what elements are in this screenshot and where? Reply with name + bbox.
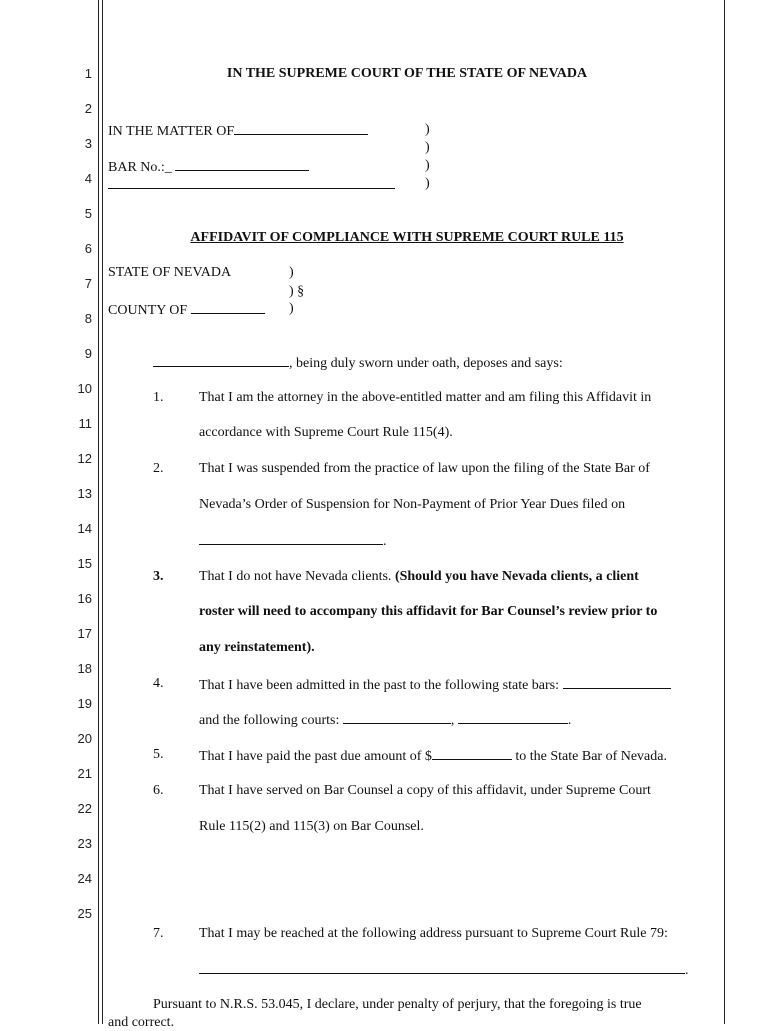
item-4-line-a [199,676,671,694]
suspension-date-field[interactable] [199,532,383,545]
item-5-line [199,747,667,765]
item-number: 4. [153,676,164,691]
item-number: 2. [153,461,164,476]
venue-paren: ) [289,301,294,316]
item-number: 1. [153,390,164,405]
line-number: 10 [77,381,92,396]
venue-county: COUNTY OF [108,303,188,318]
item-number: 7. [153,926,164,941]
county-field[interactable] [191,301,265,314]
line-number: 19 [77,696,92,711]
matter-line [108,122,368,140]
line-number: 13 [77,486,92,501]
item-5-text-a: That I have paid the past due amount of $ [199,749,432,764]
line-number: 1 [84,66,92,81]
item-3-line-b: roster will need to accompany this affidavit for Bar Counsel’s review prior to [199,604,658,619]
line-number: 21 [77,766,92,781]
item-6-line-b: Rule 115(2) and 115(3) on Bar Counsel. [199,819,424,834]
intro-text: , being duly sworn under oath, deposes and says: [289,356,563,371]
line-number: 2 [84,101,92,116]
address-field[interactable] [199,961,685,974]
item-number: 5. [153,747,164,762]
item-3-text: That I do not have Nevada clients. [199,569,392,584]
line-number: 23 [77,836,92,851]
line-number: 14 [77,521,92,536]
item-2-period: . [383,534,387,549]
item-1-line-a: That I am the attorney in the above-entitled matter and am filing this Affidavit in [199,390,652,405]
line-number: 3 [84,136,92,151]
left-margin-rule [98,0,99,1024]
caption-paren: ) [425,158,430,173]
caption-signature-line[interactable] [108,176,395,194]
amount-field[interactable] [432,747,512,760]
item-2-line-a: That I was suspended from the practice of law upon the filing of the State Bar of [199,461,650,476]
courts-field-1[interactable] [343,711,451,724]
line-number: 12 [77,451,92,466]
line-number: 7 [84,276,92,291]
item-7-line-b [199,961,689,979]
item-7-period: . [685,963,689,978]
item-7-line-a: That I may be reached at the following address pursuant to Supreme Court Rule 79: [199,926,668,941]
venue-state: STATE OF NEVADA [108,265,232,280]
line-number: 6 [84,241,92,256]
line-number: 8 [84,311,92,326]
line-number: 20 [77,731,92,746]
item-3-line-a [199,569,639,585]
item-2-line-b: Nevada’s Order of Suspension for Non-Payment of Prior Year Dues filed on [199,497,626,512]
line-number: 25 [77,906,92,921]
line-number: 22 [77,801,92,816]
line-number: 11 [78,416,92,431]
matter-name-field[interactable] [234,122,368,135]
line-number: 15 [77,556,92,571]
matter-label: IN THE MATTER OF [108,124,235,139]
item-4-line-b [199,711,571,729]
bar-no-field[interactable] [175,158,309,171]
state-bars-field[interactable] [563,676,671,689]
bar-no-line [108,158,309,176]
line-number: 24 [77,871,92,886]
line-number: 18 [77,661,92,676]
declaration-line-a: Pursuant to N.R.S. 53.045, I declare, under penalty of perjury, that the foregoing is true [153,997,642,1012]
bar-no-label: BAR No.:_ [108,160,172,175]
affiant-name-field[interactable] [153,354,289,367]
left-margin-rule-inner [102,0,103,1024]
caption-paren: ) [425,122,430,137]
item-3-bold-text: (Should you have Nevada clients, a client [394,569,639,584]
courts-field-2[interactable] [458,711,568,724]
item-6-line-a: That I have served on Bar Counsel a copy of this affidavit, under Supreme Court [199,783,651,798]
item-number: 3. [153,569,164,584]
item-4-text: That I have been admitted in the past to the following state bars: [199,678,560,693]
affidavit-title: AFFIDAVIT OF COMPLIANCE WITH SUPREME COURT RULE 115 [190,230,624,245]
court-title: IN THE SUPREME COURT OF THE STATE OF NEVADA [226,66,588,81]
item-4-period: . [567,713,572,728]
venue-paren: ) [289,265,294,280]
item-4-courts-text: and the following courts: [199,713,340,728]
caption-paren: ) [425,140,430,155]
declaration-line-b: and correct. [108,1015,175,1030]
item-3-line-c: any reinstatement). [199,640,315,655]
item-4-comma: , [450,713,455,728]
item-number: 6. [153,783,164,798]
venue-county-line [108,301,265,319]
line-number: 17 [77,626,92,641]
intro-line [153,354,563,372]
line-number: 5 [84,206,92,221]
line-number: 4 [84,171,92,186]
right-margin-rule [724,0,725,1024]
venue-section: ) § [289,284,305,299]
item-2-line-c [199,532,387,550]
item-5-text-b: to the State Bar of Nevada. [515,749,667,764]
line-number: 9 [84,346,92,361]
caption-paren: ) [425,176,430,191]
line-number: 16 [77,591,92,606]
item-1-line-b: accordance with Supreme Court Rule 115(4). [199,425,453,440]
